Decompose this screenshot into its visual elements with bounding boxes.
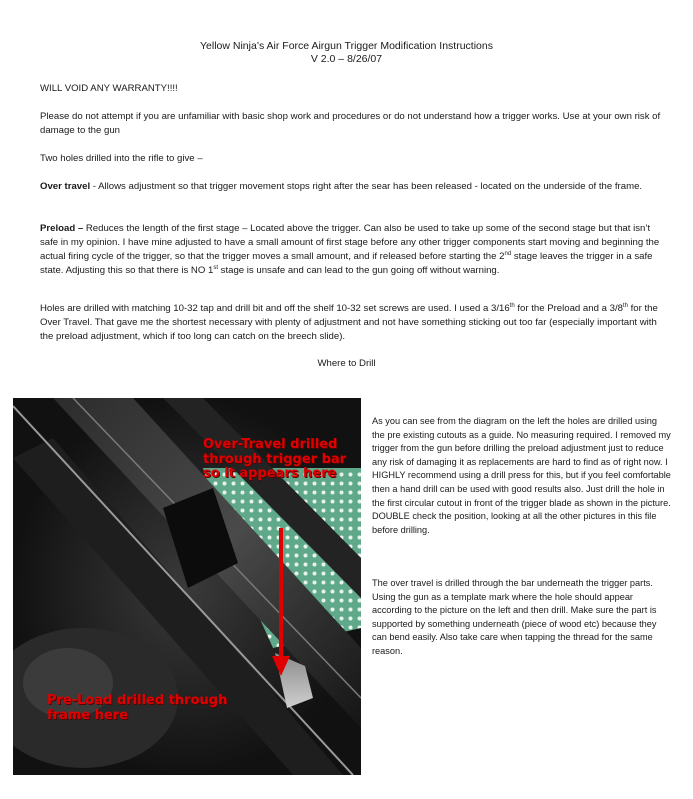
overtravel-paragraph xyxy=(40,180,662,194)
preload-annotation xyxy=(47,694,227,723)
preload-text-a: Reduces the length of the first stage – Located above the trigger. Can also be used to take up some of the second stage but that isn’t safe in my opinion. I have mine adjusted to have a small amount of first stage before any other trigger components start moving and beginning the actual firing cycle of the trigger, so that the trigger moves a small amount, and if released before starting the 2 xyxy=(40,223,660,262)
preload-text-b: stage leaves the trigger in a safe state. Adjusting this so that there is NO 1 xyxy=(40,251,653,276)
side-paragraph-2: The over travel is drilled through the bar underneath the trigger parts. Using the gun as a template mark where the hole should appear according to the picture on the left and then drill. Make sure the part is supported by something underneath (piece of wood etc) because they can bend easily. Also take care when tapping the thread for the same reason. xyxy=(372,578,657,656)
holes-sup-a: th xyxy=(509,302,515,309)
where-to-drill-heading: Where to Drill xyxy=(317,358,376,369)
overtravel-text: - Allows adjustment so that trigger movement stops right after the sear has been released - located on the underside of the frame. xyxy=(90,181,643,192)
preload-term: Preload – xyxy=(40,223,84,234)
title-line-1: Yellow Ninja’s Air Force Airgun Trigger Modification Instructions xyxy=(200,40,493,52)
holes-sup-b: th xyxy=(622,302,628,309)
holes-paragraph xyxy=(40,302,662,344)
holes-text-c: for the Over Travel. That gave me the shortest necessary with plenty of adjustment and not have something sticking out too far (especially important with the preload adjustment, which if too long can catch on the breech slide). xyxy=(40,303,658,342)
trigger-photo xyxy=(13,398,361,775)
preload-annotation-line-1: Pre-Load drilled through xyxy=(47,693,228,708)
overtravel-term: Over travel xyxy=(40,181,91,192)
preload-sup-b: st xyxy=(213,264,218,271)
warning-text: WILL VOID ANY WARRANTY!!!! xyxy=(40,83,178,94)
preload-annotation-line-2: frame here xyxy=(47,707,129,723)
holes-text-a: Holes are drilled with matching 10-32 tap and drill bit and off the shelf 10-32 set screws are used. I used a 3/16 xyxy=(40,303,510,314)
preload-sup-a: nd xyxy=(504,250,512,257)
overtravel-annotation-line-1: Over-Travel drilled xyxy=(203,437,338,452)
side-paragraph-1: As you can see from the diagram on the left the holes are drilled using the pre existing cutouts as a guide. No measuring required. I removed my trigger from the gun before drilling the preload adjustment just to reduce any risk of damaging it as replacements are hard to find as of right now. I HIGHLY recommend using a drill press for this, but if you feel comfortable then a hand drill can be used with good results also. Just drill the hole in the first circular cutout in front of the trigger blade as shown in the picture. DOUBLE check the position, looking at all the other pictures in this file before drilling. xyxy=(372,416,671,535)
overtravel-annotation-line-3: so it appears here xyxy=(203,466,337,481)
preload-text-c: stage is unsafe and can lead to the gun going off without warning. xyxy=(217,265,500,276)
overtravel-annotation xyxy=(203,438,346,482)
disclaimer-paragraph: Please do not attempt if you are unfamiliar with basic shop work and procedures or do not understand how a trigger works. Use at your own risk of damage to the gun xyxy=(40,111,661,136)
holes-text-b: for the Preload and a 3/8 xyxy=(514,303,623,314)
preload-paragraph xyxy=(40,222,662,278)
title-line-2: V 2.0 – 8/26/07 xyxy=(310,53,383,65)
overtravel-annotation-line-2: through trigger bar xyxy=(203,451,347,467)
intro-paragraph: Two holes drilled into the rifle to give – xyxy=(40,153,203,164)
document-title xyxy=(0,40,693,66)
